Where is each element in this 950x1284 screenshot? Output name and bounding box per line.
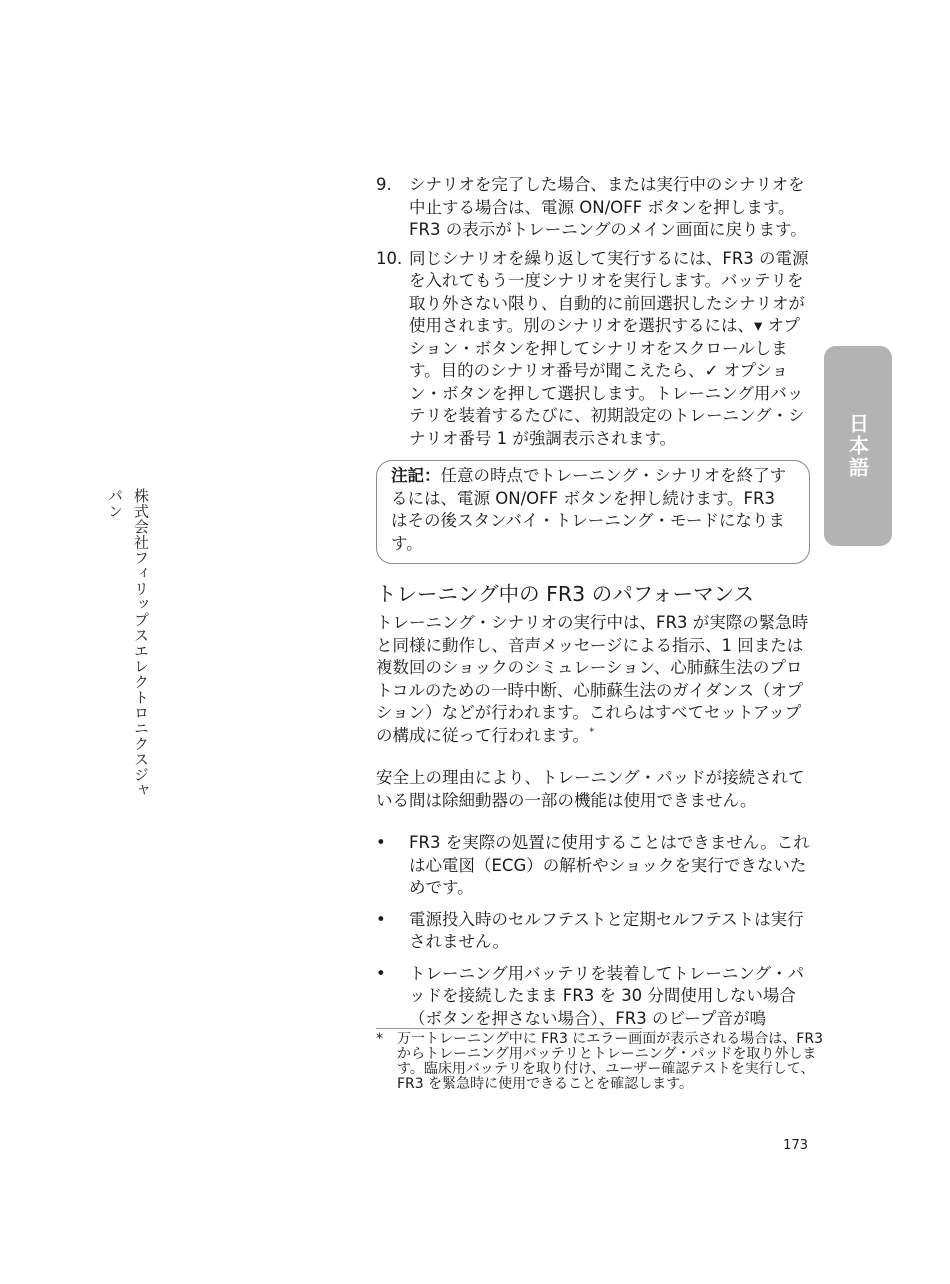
note-label: 注記： [391, 466, 441, 485]
step-number: 9. [376, 175, 392, 194]
list-item [376, 963, 810, 1031]
step-9 [376, 174, 810, 242]
step-text: 同じシナリオを繰り返して実行するには、FR3 の電源を入れてもう一度シナリオを実行します。バッテリを取り外さない限り、自動的に前回選択したシナリオが使用されます。別のシナリオを選択するには、▾ オプション・ボタンを押してシナリオをスクロールします。目的のシナリオ番号が聞こえたら、✓ オプション・ボタンを押して選択します。トレーニング用バッテリを装着するたびに、初期設定のトレーニング・シナリオ番号 1 が強調表示されます。 [409, 248, 809, 448]
language-tab-label: 日本語 [845, 413, 870, 479]
footnote-reference: * [589, 726, 595, 737]
side-company-name: 株式会社フィリップスエレクトロニクスジャパン [106, 488, 150, 798]
list-item [376, 909, 810, 954]
paragraph-1 [376, 612, 810, 747]
list-item-text: FR3 を実際の処置に使用することはできません。これは心電図（ECG）の解析やショックを実行できないためです。 [409, 833, 810, 897]
step-text: シナリオを完了した場合、または実行中のシナリオを中止する場合は、電源 ON/OFF ボタンを押します。FR3 の表示がトレーニングのメイン画面に戻ります。 [409, 175, 807, 239]
footnote-text: 万一トレーニング中に FR3 にエラー画面が表示される場合は、FR3 からトレーニング用バッテリとトレーニング・パッドを取り外します。臨床用バッテリを取り付け、ユーザー確認テストを実行して、FR3 を緊急時に使用できることを確認します。 [397, 1031, 823, 1092]
note-box [376, 460, 810, 564]
list-item-text: 電源投入時のセルフテストと定期セルフテストは実行されません。 [409, 909, 804, 951]
main-content [376, 174, 810, 1039]
page-number: 173 [783, 1138, 808, 1153]
footnote [376, 1032, 827, 1092]
step-10 [376, 248, 810, 451]
section-heading: トレーニング中の FR3 のパフォーマンス [376, 582, 755, 606]
language-tab [824, 346, 892, 546]
step-number: 10. [376, 248, 403, 268]
bullet-icon: • [376, 963, 386, 983]
note-text: 任意の時点でトレーニング・シナリオを終了するには、電源 ON/OFF ボタンを押し続けます。FR3 はその後スタンバイ・トレーニング・モードになります。 [391, 466, 787, 553]
list-item-text: トレーニング用バッテリを装着してトレーニング・パッドを接続したまま FR3 を 30 分間使用しない場合（ボタンを押さない場合）、FR3 のビープ音が鳴 [409, 963, 805, 1028]
paragraph-1-text: トレーニング・シナリオの実行中は、FR3 が実際の緊急時と同様に動作し、音声メッセージによる指示、1 回または複数回のショックのシミュレーション、心肺蘇生法のプロトコルのための一時中断、心肺蘇生法のガイダンス（オプション）などが行われます。これらはすべてセットアップの構成に従って行われます。 [376, 613, 809, 745]
bullet-icon: • [376, 833, 386, 852]
footnote-divider [376, 1028, 642, 1029]
paragraph-2: 安全上の理由により、トレーニング・パッドが接続されている間は除細動器の一部の機能は使用できません。 [376, 768, 805, 810]
bullet-icon: • [376, 909, 386, 929]
list-item [376, 832, 810, 900]
footnote-mark: * [376, 1031, 383, 1047]
